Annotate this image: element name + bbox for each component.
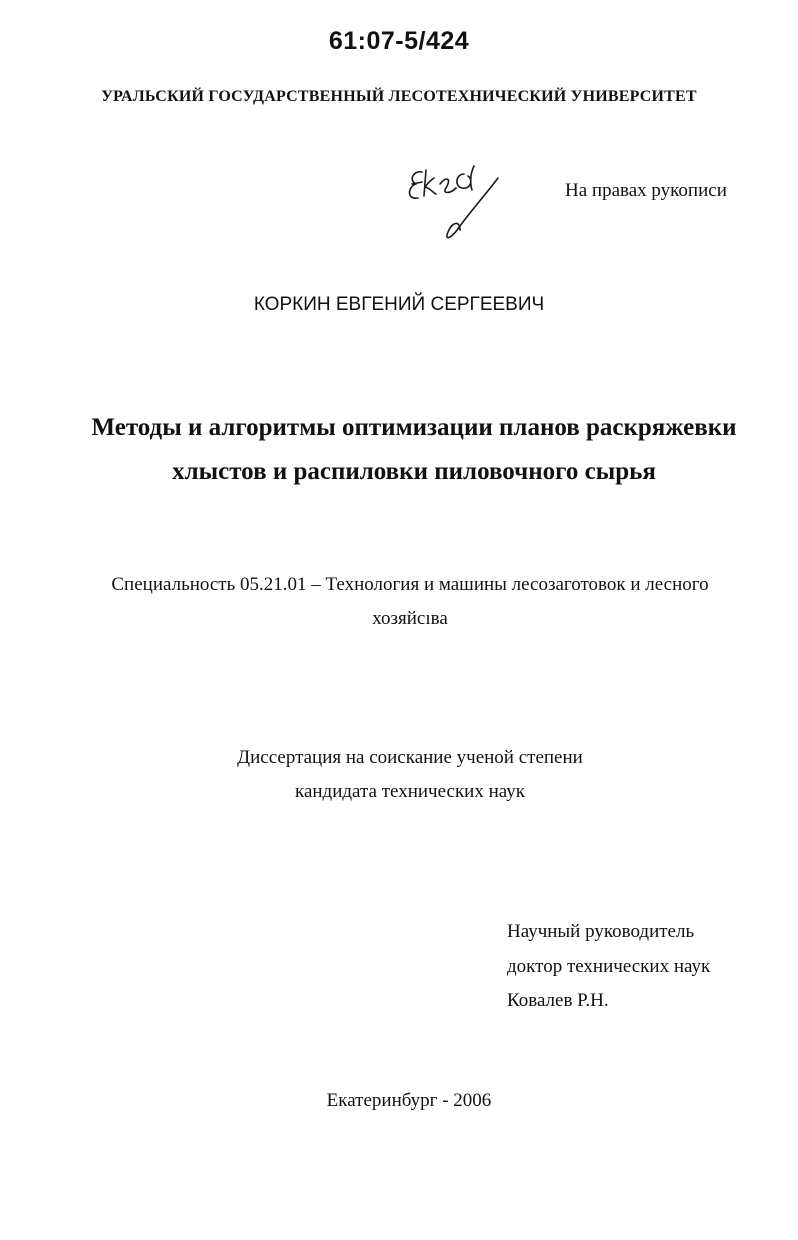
place-year: Екатеринбург - 2006 [326, 1090, 492, 1111]
supervisor-degree: доктор технических наук [507, 955, 711, 977]
dissertation-type [0, 741, 798, 809]
rights-note: На правах рукописи [565, 180, 727, 201]
dissertation-line-2: кандидата технических наук [295, 781, 525, 802]
specialty-line-1: Специальность 05.21.01 – Технология и машины лесозаготовок и лесного [111, 574, 709, 595]
supervisor-name: Ковалев Р.Н. [507, 990, 609, 1011]
author-name: КОРКИН ЕВГЕНИЙ СЕРГЕЕВИЧ [253, 294, 545, 315]
catalog-code: 61:07-5/424 [328, 27, 470, 55]
dissertation-title [60, 406, 768, 494]
supervisor-role: Научный руководитель [507, 921, 695, 942]
title-line-1: Методы и алгоритмы оптимизации планов раскряжевки [91, 414, 737, 441]
dissertation-line-1: Диссертация на соискание ученой степени [237, 747, 583, 768]
supervisor-block [507, 915, 710, 1019]
handwritten-signature-icon [400, 160, 510, 250]
university-name: УРАЛЬСКИЙ ГОСУДАРСТВЕННЫЙ ЛЕСОТЕХНИЧЕСКИЙ УНИВЕРСИТЕТ [101, 88, 697, 105]
specialty-line-2: хозяйсıва [372, 608, 448, 629]
title-line-2: хлыстов и распиловки пиловочного сырья [172, 458, 656, 485]
specialty [60, 568, 760, 636]
